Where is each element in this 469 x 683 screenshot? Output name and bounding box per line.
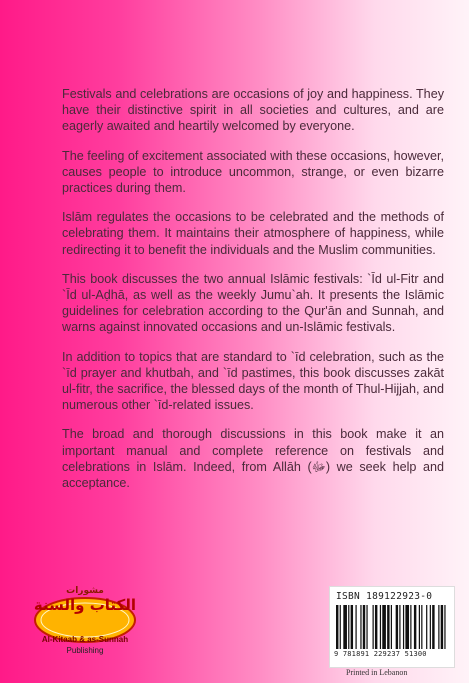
publisher-label: Publishing [66, 646, 104, 655]
barcode [329, 586, 455, 668]
paragraph-1: Festivals and celebrations are occasions of joy and happiness. They have their distinctive spirit in all societies and cultures, and are eagerly awaited and heartily welcomed by everyone. [62, 87, 444, 134]
paragraph-6: The broad and thorough discussions in this book make it an important manual and complete reference on festivals and celebrations in Islām. Indeed, from Allāh (ﷻ) we seek help and acceptance. [62, 427, 444, 491]
logo-arabic-subtitle: مشورات [66, 586, 104, 596]
barcode-bar [403, 605, 404, 649]
barcode-bar [396, 605, 398, 649]
publisher-name: Al-Kitaab & as-Sunnah [41, 635, 129, 644]
barcode-bar [444, 605, 445, 649]
paragraph-5: In addition to topics that are standard to `īd celebration, such as the `īd prayer and khutbah, and `īd pastimes, this book discusses zakāt ul-fitr, the sacrifice, the blessed days of the month of Thul-Hijjah, and numerous other `īd-related issues. [62, 349, 444, 413]
barcode-bar [426, 605, 427, 649]
barcode-bar [375, 605, 377, 649]
paragraph-4: This book discusses the two annual Islāmic festivals: `Īd ul-Fitr and `Īd ul-Aḍhā, as well as the weekly Jumu`ah. It presents the Islāmic guidelines for celebration according to the Qur'ān and Sunnah, and warns against innovated occasions and un-Islāmic festivals. [62, 271, 444, 335]
barcode-bar [432, 605, 434, 649]
barcode-bar [399, 605, 400, 649]
barcode-digits: 9 781891 229237 51300 [334, 650, 427, 658]
barcode-bar [343, 605, 347, 649]
barcode-bar [438, 605, 439, 649]
barcode-bar [430, 605, 431, 649]
logo-arabic-name: الكتاب والسنة [33, 596, 137, 614]
barcode-bar [363, 605, 365, 649]
paragraph-2: The feeling of excitement associated with these occasions, however, causes people to introduce uncommon, strange, or even bizarre practices during them. [62, 148, 444, 196]
barcode-bar [405, 605, 409, 649]
barcode-bar [373, 605, 374, 649]
barcode-bars [336, 605, 448, 649]
barcode-bar [387, 605, 389, 649]
barcode-bar [382, 605, 386, 649]
barcode-bar [336, 605, 338, 649]
barcode-bar [351, 605, 353, 649]
barcode-bar [380, 605, 381, 649]
printed-in: Printed in Lebanon [346, 668, 408, 677]
publisher-logo [30, 586, 140, 666]
barcode-bar [410, 605, 411, 649]
barcode-bar [340, 605, 341, 649]
barcode-bar [366, 605, 367, 649]
isbn-label: ISBN 189122923-0 [336, 591, 433, 602]
barcode-bar [421, 605, 422, 649]
blurb-text [62, 86, 444, 504]
barcode-bar [419, 605, 420, 649]
barcode-bar [414, 605, 416, 649]
barcode-bar [441, 605, 443, 649]
barcode-bar [391, 605, 392, 649]
barcode-bar [360, 605, 361, 649]
barcode-bar [348, 605, 349, 649]
paragraph-3: Islām regulates the occasions to be celebrated and the methods of celebrating them. It maintains their atmosphere of happiness, while redirecting it to benefit the individuals and the Muslim communities. [62, 210, 444, 257]
barcode-bar [355, 605, 356, 649]
